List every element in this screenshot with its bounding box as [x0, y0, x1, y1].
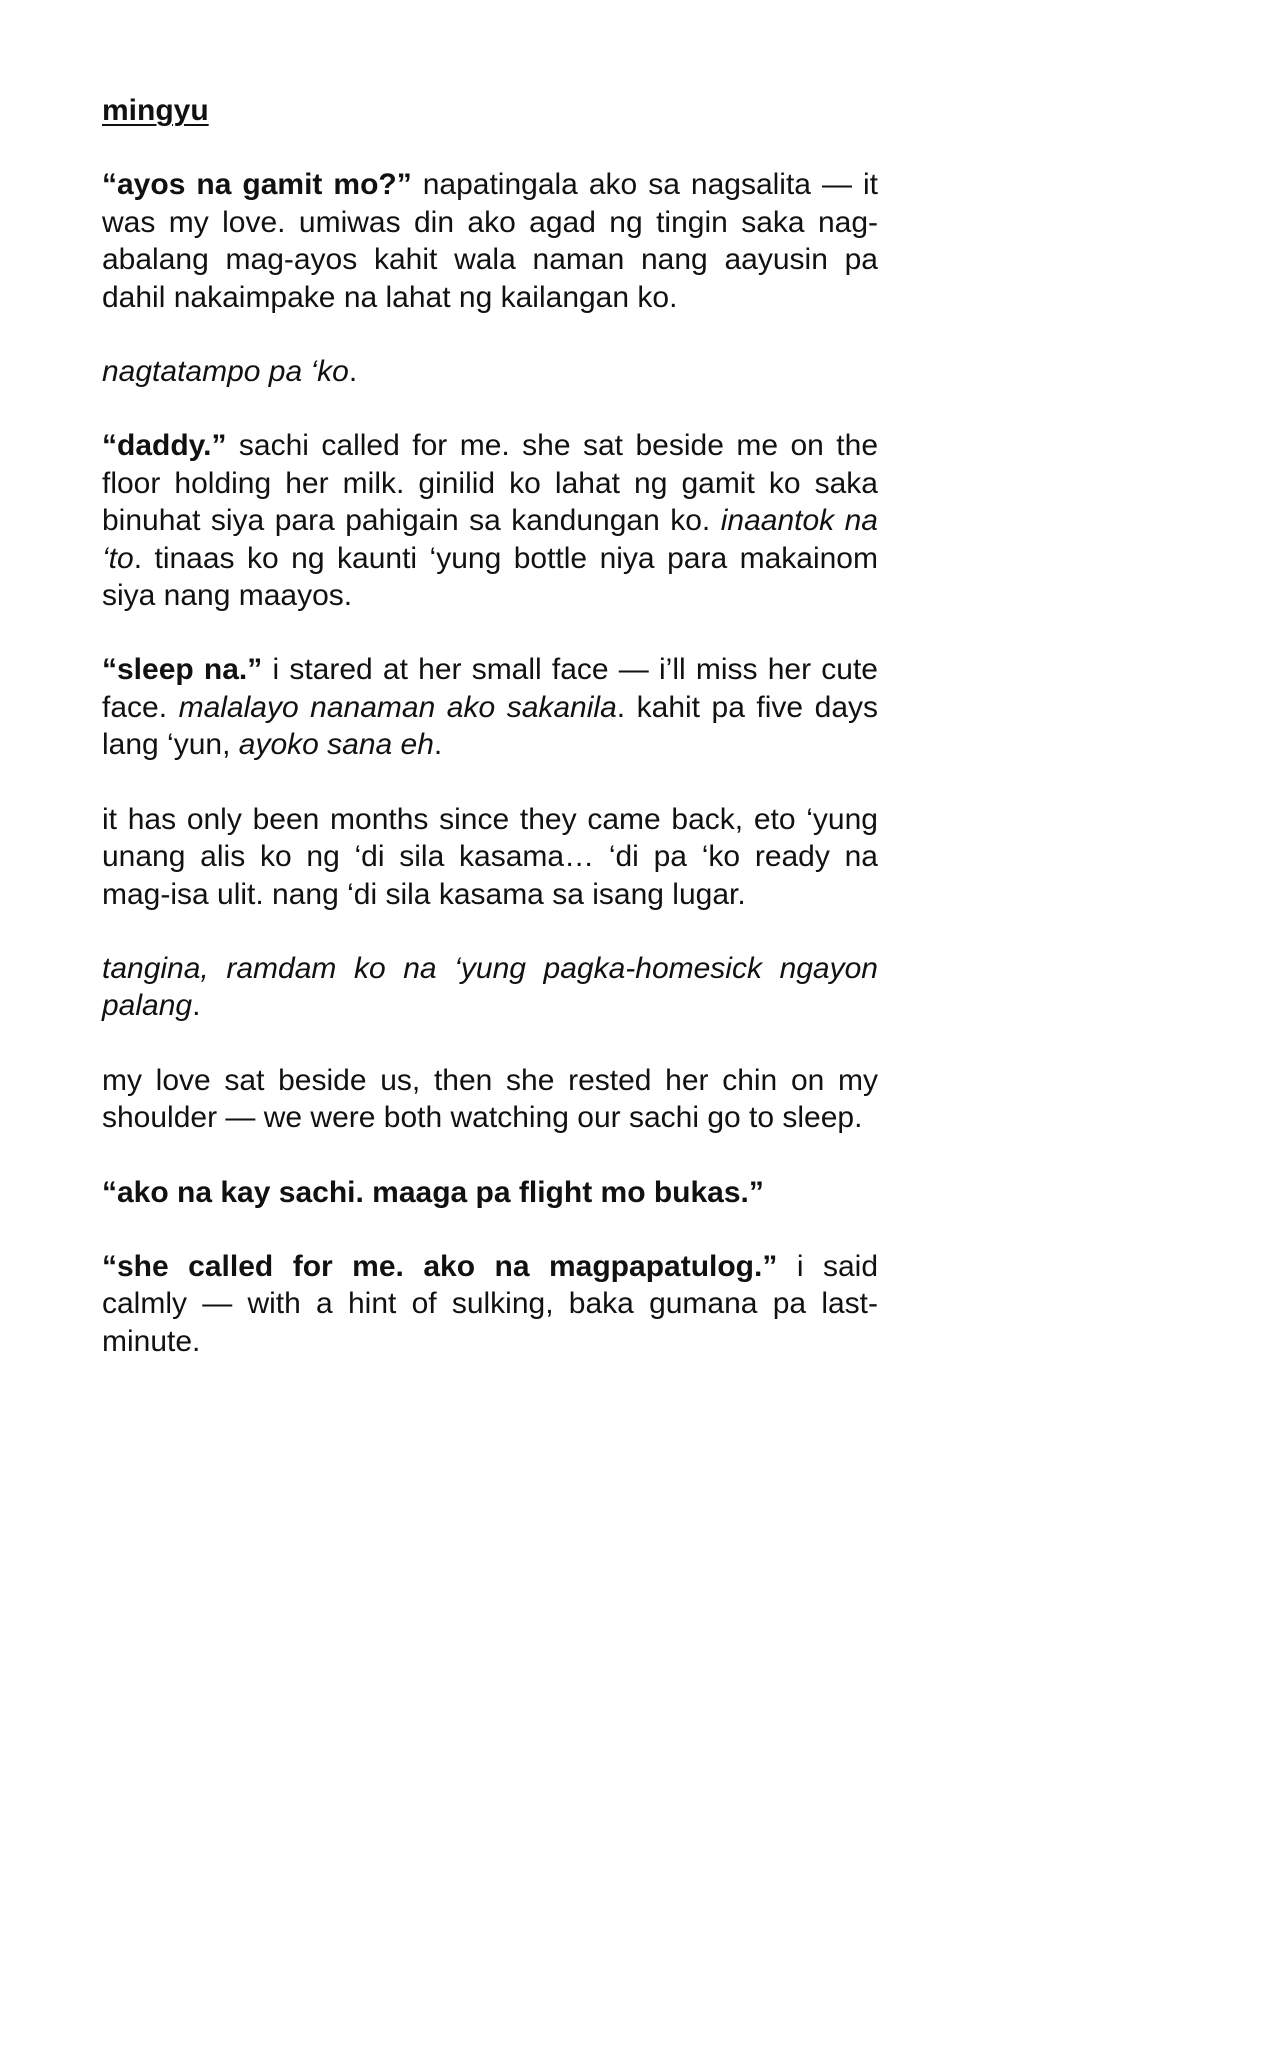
story-paragraph — [102, 166, 878, 316]
narration-text: i stared at her small face — i’ll miss her cute face. — [102, 653, 878, 724]
narration-text: i said calmly — with a hint of sulking, baka gumana pa last-minute. — [102, 1249, 878, 1358]
dialogue-text: “sleep na.” — [102, 653, 263, 687]
story-paragraph — [102, 427, 878, 614]
narration-text: . kahit pa five days lang ‘yun, — [102, 690, 879, 762]
dialogue-text: “ayos na gamit mo?” — [102, 168, 412, 202]
inner-thought-text: ayoko sana eh — [238, 728, 434, 762]
story-body — [102, 166, 878, 1360]
story-paragraph — [102, 1174, 878, 1211]
document-page — [102, 92, 878, 1360]
dialogue-text: “daddy.” — [102, 429, 227, 463]
narration-text: my love sat beside us, then she rested her chin on my shoulder — we were both watching our sachi go to sleep. — [102, 1063, 878, 1135]
inner-thought-text: nagtatampo pa ‘ko — [102, 355, 349, 389]
story-paragraph — [102, 950, 878, 1025]
inner-thought-text: malalayo nanaman ako sakanila — [178, 690, 617, 724]
story-paragraph — [102, 353, 878, 390]
dialogue-text: “she called for me. ako na magpapatulog.” — [102, 1249, 778, 1283]
narration-text: . — [433, 728, 443, 762]
narration-text: napatingala ako sa nagsalita — it was my love. umiwas din ako agad ng tingin saka nag-abalang mag-ayos kahit wala naman nang aayusin pa dahil nakaimpake na lahat ng kailangan ko. — [102, 168, 878, 314]
narration-text: . — [192, 989, 201, 1023]
inner-thought-text: inaantok na ‘to — [102, 504, 878, 575]
narration-text: it has only been months since they came back, eto ‘yung unang alis ko ng ‘di sila kasama… ‘di pa ‘ko ready na mag-isa ulit. nang ‘di sila kasama sa isang lugar. — [102, 802, 878, 911]
dialogue-text: “ako na kay sachi. maaga pa flight mo bukas.” — [102, 1175, 764, 1209]
narration-text: sachi called for me. she sat beside me on the floor holding her milk. ginilid ko lahat ng gamit ko saka binuhat siya para pahigain sa kandungan ko. — [102, 429, 878, 538]
story-paragraph — [102, 1062, 878, 1137]
inner-thought-text: tangina, ramdam ko na ‘yung pagka-homesick ngayon palang — [102, 951, 878, 1023]
chapter-heading: mingyu — [102, 94, 209, 127]
story-paragraph — [102, 651, 878, 763]
narration-text: . — [348, 355, 358, 389]
narration-text: . tinaas ko ng kaunti ‘yung bottle niya para makainom siya nang maayos. — [102, 541, 878, 613]
story-paragraph — [102, 801, 878, 913]
story-paragraph — [102, 1248, 878, 1360]
